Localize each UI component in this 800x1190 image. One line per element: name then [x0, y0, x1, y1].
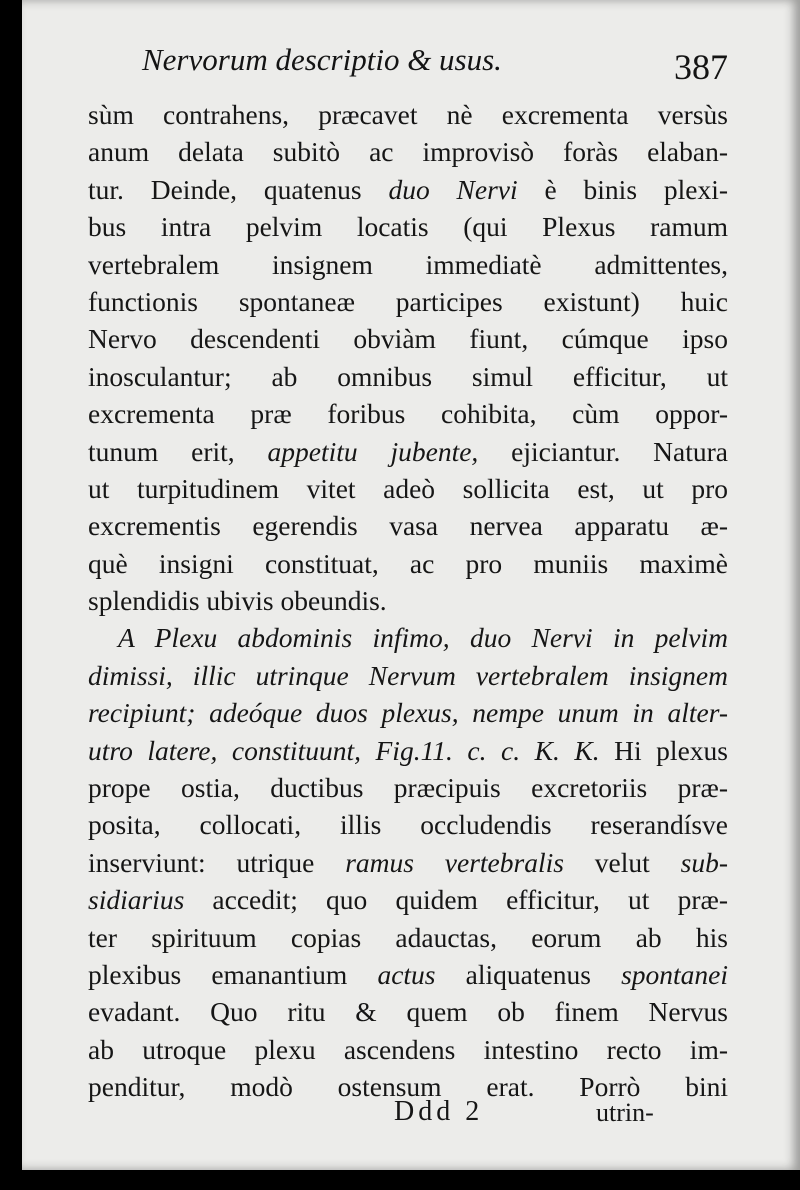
italic-text-run: sub- — [680, 846, 729, 878]
italic-text-run: sidiarius — [88, 884, 185, 916]
text-line: ter spirituum copias adauctas, eorum ab his — [88, 921, 728, 953]
paragraph-1 — [88, 96, 728, 619]
text-run: velut — [594, 846, 650, 878]
text-line: A Plexu abdominis infimo, duo Nervi in pelvim — [118, 622, 728, 654]
text-line: vertebralem insignem immediatè admittentes, — [88, 248, 728, 280]
text-line — [88, 956, 728, 993]
text-run: tur. Deinde, quatenus — [88, 173, 362, 205]
text-line: ut turpitudinem vitet adeò sollicita est, ut pro — [88, 472, 728, 504]
text-line: excrementis egerendis vasa nervea apparatu æ- — [88, 510, 728, 542]
text-line: què insigni constituat, ac pro muniis maximè — [88, 547, 728, 579]
text-run: è binis plexi- — [544, 173, 729, 205]
text-line: recipiunt; adeóque duos plexus, nempe unum in alter- — [88, 697, 728, 729]
text-run: ejiciantur. Natura — [511, 435, 728, 467]
text-line: evadant. Quo ritu & quem ob finem Nervus — [88, 996, 728, 1028]
text-line: splendidis ubivis obeundis. — [88, 585, 387, 617]
text-line — [88, 732, 728, 769]
text-run: tunum erit, — [88, 435, 235, 467]
italic-text-run: duo Nervi — [388, 173, 518, 205]
text-line: sùm contrahens, præcavet nè excrementa versùs — [88, 99, 728, 130]
italic-text-run: ramus vertebralis — [345, 846, 564, 878]
running-title: Nervorum descriptio & usus. — [142, 42, 502, 77]
text-line: bus intra pelvim locatis (qui Plexus ramum — [88, 211, 728, 243]
text-line: posita, collocati, illis occludendis reserandísve — [88, 809, 728, 841]
text-line: dimissi, illic utrinque Nervum vertebralem insignem — [88, 659, 728, 691]
text-line — [88, 171, 728, 208]
italic-text-run: appetitu jubente, — [267, 435, 479, 467]
page-header — [22, 34, 800, 94]
italic-text-run: actus — [377, 958, 436, 990]
text-line — [88, 433, 728, 470]
catchword: utrin- — [596, 1098, 654, 1127]
text-line: penditur, modò ostensum erat. Porrò bini — [88, 1071, 728, 1103]
text-run: Hi plexus — [614, 734, 728, 766]
text-line: anum delata subitò ac improvisò foràs elaban- — [88, 136, 728, 168]
italic-text-run: utro latere, constituunt, Fig.11. c. c. K. K. — [88, 734, 600, 766]
text-line: inosculantur; ab omnibus simul efficitur, ut — [88, 360, 728, 392]
book-page — [22, 0, 800, 1170]
text-line: prope ostia, ductibus præcipuis excretoriis præ- — [88, 772, 728, 804]
page-footer — [22, 1096, 800, 1136]
text-line — [88, 844, 728, 881]
text-line: ab utroque plexu ascendens intestino recto im- — [88, 1033, 728, 1065]
text-run: accedit; quo quidem efficitur, ut præ- — [212, 884, 728, 916]
page-number: 387 — [674, 47, 728, 87]
text-run: inserviunt: utrique — [88, 846, 315, 878]
paragraph-2 — [88, 619, 728, 1105]
text-line: functionis spontaneæ participes existunt) huic — [88, 285, 728, 317]
text-line: excrementa præ foribus cohibita, cùm oppor- — [88, 398, 728, 430]
text-run: plexibus emanantium — [88, 958, 348, 990]
text-line: Nervo descendenti obviàm fiunt, cúmque ipso — [88, 323, 728, 355]
body-text — [88, 96, 728, 1106]
text-run: aliquatenus — [465, 958, 591, 990]
italic-text-run: spontanei — [621, 958, 729, 990]
signature-mark: Ddd 2 — [394, 1096, 484, 1127]
text-line — [88, 881, 728, 918]
